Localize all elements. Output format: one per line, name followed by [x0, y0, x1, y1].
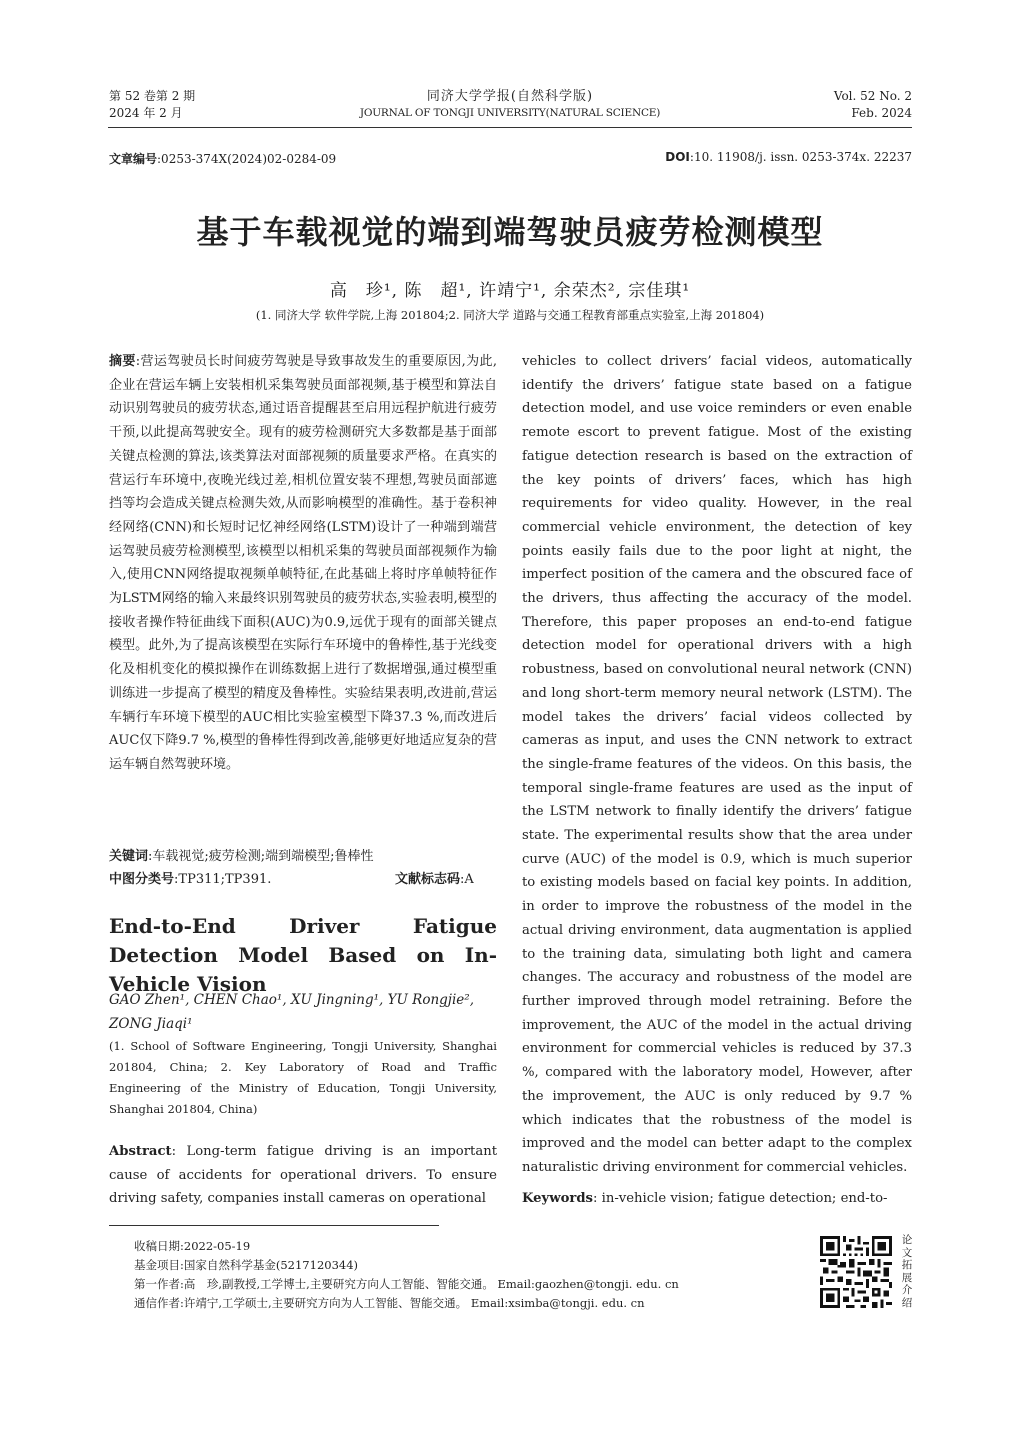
- corresponding-author-note: 通信作者:许靖宁,工学硕士,主要研究方向为人工智能、智能交通。 Email:xsimba@tongji. edu. cn: [134, 1296, 645, 1310]
- doi-value: :10. 11908/j. issn. 0253-374x. 22237: [689, 150, 912, 164]
- abstract-en-label: Abstract: [109, 1144, 172, 1159]
- affiliations-cn: (1. 同济大学 软件学院,上海 201804;2. 同济大学 道路与交通工程教育部重点实验室,上海 201804): [255, 308, 765, 322]
- abstract-cn-label: 摘要: [109, 354, 136, 369]
- qr-code-label: 论文拓展介绍: [901, 1234, 913, 1309]
- qr-code-icon[interactable]: [820, 1236, 892, 1308]
- authors-cn: 高 珍¹, 陈 超¹, 许靖宁¹, 余荣杰², 宗佳琪¹: [329, 281, 691, 301]
- header-divider: [108, 127, 912, 128]
- journal-name: [260, 88, 760, 122]
- abstract-cn: [109, 350, 497, 777]
- clc-value: :TP311;TP391.: [174, 872, 272, 887]
- fund-project: 基金项目:国家自然科学基金(5217120344): [134, 1258, 359, 1272]
- issue-info-en: [834, 88, 912, 122]
- authors-en-line-2: ZONG Jiaqi¹: [109, 1016, 193, 1032]
- paper-title-cn: 基于车载视觉的端到端驾驶员疲劳检测模型: [196, 213, 824, 251]
- keywords-cn-label: 关键词: [109, 849, 149, 864]
- abstract-cn-text: :营运驾驶员长时间疲劳驾驶是导致事故发生的重要原因,为此,企业在营运车辆上安装相机采集驾驶员面部视频,基于模型和算法自动识别驾驶员的疲劳状态,通过语音提醒甚至启用远程护航进行疲劳干预,以此提高驾驶安全。现有的疲劳检测研究大多数都是基于面部关键点检测的算法,该类算法对面部视频的质量要求严格。在真实的营运行车环境中,夜晚光线过差,相机位置安装不理想,驾驶员面部遮挡等均会造成关键点检测失效,从而影响模型的准确性。基于卷积神经网络(CNN)和长短时记忆神经网络(LSTM)设计了一种端到端营运驾驶员疲劳检测模型,该模型以相机采集的驾驶员面部视频作为输入,使用CNN网络提取视频单帧特征,在此基础上将时序单帧特征作为LSTM网络的输入来最终识别驾驶员的疲劳状态,实验表明,模型的接收者操作特征曲线下面积(AUC)为0.9,远优于现有的面部关键点模型。此外,为了提高该模型在实际行车环境中的鲁棒性,基于光线变化及相机变化的模拟操作在训练数据上进行了数据增强,通过模型重训练进一步提高了模型的精度及鲁棒性。实验结果表明,改进前,营运车辆行车环境下模型的AUC相比实验室模型下降37.3 %,而改进后AUC仅下降9.7 %,模型的鲁棒性得到改善,能够更好地适应复杂的营运车辆自然驾驶环境。: [109, 354, 497, 772]
- issue-date-cn: 2024 年 2 月: [109, 106, 183, 120]
- footnote-divider: [109, 1225, 439, 1226]
- keywords-cn: [109, 845, 497, 868]
- abstract-en-start-text: : Long-term fatigue driving is an important cause of accidents for operational drivers. To ensure driving safety, companies install cameras on operational: [109, 1144, 497, 1207]
- abstract-en-start: [109, 1140, 497, 1211]
- volume-en: Vol. 52 No. 2: [833, 89, 912, 103]
- issue-number-cn: 第 52 卷第 2 期: [109, 89, 196, 103]
- received-date: 收稿日期:2022-05-19: [134, 1239, 251, 1253]
- journal-name-cn: 同济大学学报(自然科学版): [426, 89, 594, 104]
- issue-info-cn: [109, 88, 195, 122]
- date-en: Feb. 2024: [851, 106, 912, 120]
- doc-code-value: :A: [460, 872, 474, 887]
- keywords-cn-text: :车载视觉;疲劳检测;端到端模型;鲁棒性: [148, 849, 374, 864]
- authors-en-line-1: GAO Zhen¹, CHEN Chao¹, XU Jingning¹, YU Rongjie²,: [109, 992, 474, 1008]
- affiliations-en: (1. School of Software Engineering, Tongji University, Shanghai 201804, China; 2. Key Laboratory of Road and Traffic Engineering of the Ministry of Education, Tongji University, Shanghai 201804, China): [109, 1039, 497, 1116]
- authors-en: [109, 988, 497, 1036]
- article-number-value: :0253-374X(2024)02-0284-09: [157, 152, 337, 166]
- doc-code-label: 文献标志码: [395, 872, 461, 887]
- article-number-label: 文章编号: [109, 152, 158, 166]
- first-author-note: 第一作者:高 珍,副教授,工学博士,主要研究方向人工智能、智能交通。 Email:gaozhen@tongji. edu. cn: [134, 1277, 679, 1291]
- abstract-en-continued: vehicles to collect drivers’ facial videos, automatically identify the drivers’ fatigue state based on a fatigue detection model, and use voice reminders or even enable remote escort to prevent fatigue. Most of the existing fatigue detection research is based on the extraction of the key points of drivers’ faces, which has high requirements for video quality. However, in the real commercial vehicle environment, the detection of key points easily fails due to the poor light at night, the imperfect position of the camera and the obscured face of the drivers, thus affecting the accuracy of the model. Therefore, this paper proposes an end-to-end fatigue detection model for operational drivers with a high robustness, based on convolutional neural network (CNN) and long short-term memory neural network (LSTM). The model takes the drivers’ facial videos collected by cameras as input, and uses the CNN network to extract the single-frame features of the videos. On this basis, the temporal single-frame features are used as the input of the LSTM network to finally identify the drivers’ fatigue state. The experimental results show that the area under curve (AUC) of the model is 0.9, which is much superior to existing models based on facial key points. In addition, in order to improve the robustness of the model in the actual driving environment, data augmentation is applied to the training data, simulating both light and camera changes. The accuracy and robustness of the model are further improved through model retraining. Before the improvement, the AUC of the model in the actual driving environment for commercial vehicles is reduced by 37.3 %, compared with the laboratory model, However, after the improvement, the AUC is only reduced by 9.7 % which indicates that the robustness of the model is improved and the model can better adapt to the complex naturalistic driving environment for commercial vehicles.: [522, 354, 912, 1175]
- paper-title-en: End-to-End Driver Fatigue Detection Model Based on In-Vehicle Vision: [109, 914, 497, 996]
- clc-label: 中图分类号: [109, 872, 175, 887]
- keywords-en: [522, 1191, 912, 1206]
- doc-code: [395, 868, 474, 891]
- doi-label: DOI: [665, 150, 690, 164]
- footnotes: [134, 1237, 679, 1313]
- doi: [665, 150, 912, 164]
- journal-name-en: JOURNAL OF TONGJI UNIVERSITY(NATURAL SCIENCE): [359, 107, 661, 119]
- keywords-en-label: Keywords: [522, 1191, 593, 1206]
- keywords-en-text: : in-vehicle vision; fatigue detection; end-to-: [592, 1191, 888, 1206]
- article-number: [109, 150, 336, 167]
- classification-line: [109, 868, 497, 891]
